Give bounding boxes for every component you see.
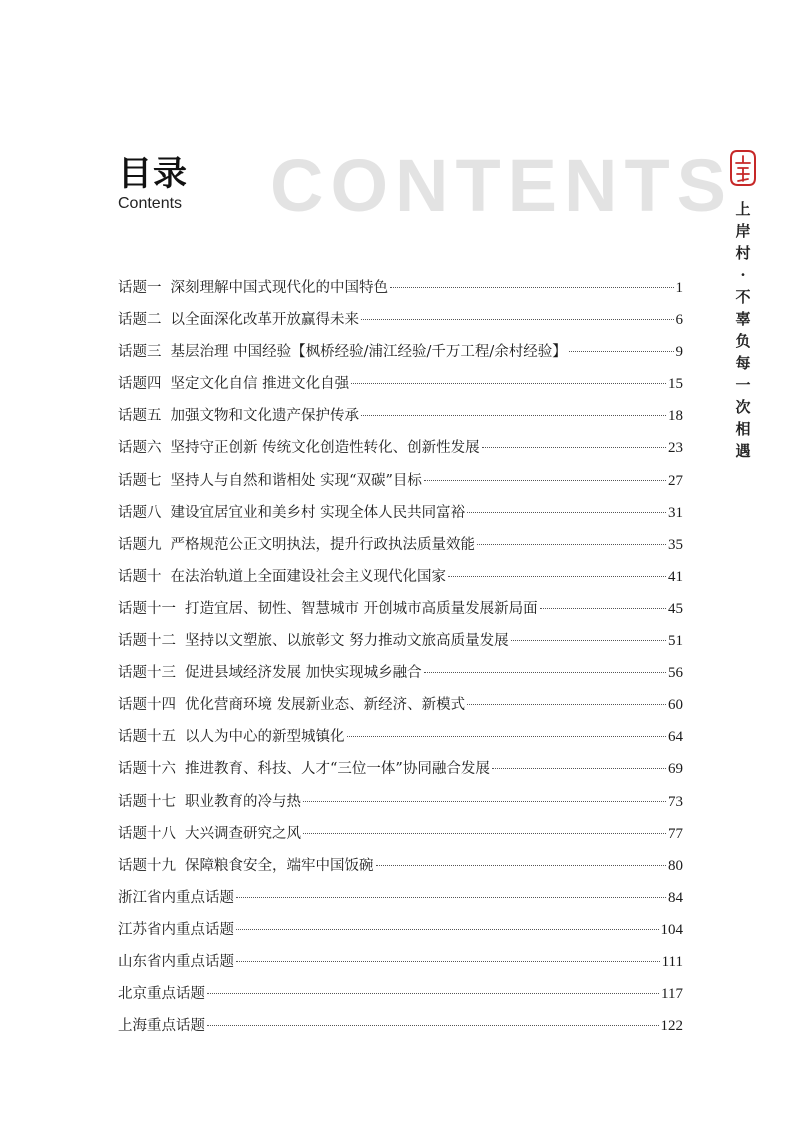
- toc-entry[interactable]: [118, 818, 683, 850]
- toc-page-number: 64: [668, 729, 683, 746]
- seal-logo: [728, 148, 758, 188]
- contents-watermark: CONTENTS: [270, 144, 733, 227]
- toc-entry[interactable]: [118, 400, 683, 432]
- toc-dot-leader: [477, 544, 666, 545]
- toc-entry[interactable]: [118, 721, 683, 753]
- toc-title: 坚持守正创新 传统文化创造性转化、创新性发展: [170, 440, 480, 457]
- toc-page-number: 122: [660, 1018, 683, 1035]
- toc-page-number: 69: [668, 761, 683, 778]
- toc-dot-leader: [569, 351, 674, 352]
- toc-page-number: 41: [668, 568, 683, 585]
- toc-entry[interactable]: [118, 1010, 683, 1042]
- toc-title: 基层治理 中国经验【枫桥经验/浦江经验/千万工程/余村经验】: [170, 344, 567, 361]
- toc-title: 北京重点话题: [118, 986, 205, 1003]
- toc-entry[interactable]: [118, 753, 683, 785]
- toc-topic-number: 话题十六: [118, 761, 176, 778]
- toc-dot-leader: [424, 672, 666, 673]
- toc-page-number: 104: [660, 921, 683, 938]
- toc-topic-number: 话题七: [118, 472, 162, 489]
- toc-page-number: 15: [668, 376, 683, 393]
- toc-title: 加强文物和文化遗产保护传承: [170, 408, 359, 425]
- toc-dot-leader: [207, 1025, 659, 1026]
- toc-dot-leader: [448, 576, 666, 577]
- toc-page-number: 18: [668, 408, 683, 425]
- toc-dot-leader: [467, 704, 666, 705]
- toc-title: 促进县域经济发展 加快实现城乡融合: [185, 665, 422, 682]
- toc-topic-number: 话题十五: [118, 729, 176, 746]
- toc-dot-leader: [361, 319, 674, 320]
- toc-page-number: 6: [675, 312, 683, 329]
- toc-dot-leader: [424, 480, 666, 481]
- toc-entry[interactable]: [118, 272, 683, 304]
- toc-page-number: 111: [661, 953, 683, 970]
- toc-entry[interactable]: [118, 882, 683, 914]
- toc-title: 以全面深化改革开放赢得未来: [170, 312, 359, 329]
- toc-dot-leader: [540, 608, 666, 609]
- toc-page-number: 23: [668, 440, 683, 457]
- toc-dot-leader: [511, 640, 666, 641]
- toc-entry[interactable]: [118, 978, 683, 1010]
- toc-entry[interactable]: [118, 689, 683, 721]
- toc-page-number: 56: [668, 665, 683, 682]
- toc-title: 深刻理解中国式现代化的中国特色: [170, 280, 388, 296]
- toc-title: 建设宜居宜业和美乡村 实现全体人民共同富裕: [170, 504, 466, 521]
- brand-slogan: 上岸村·不辜负每一次相遇: [735, 200, 751, 460]
- toc-dot-leader: [236, 961, 660, 962]
- toc-dot-leader: [361, 415, 666, 416]
- toc-page-number: 77: [668, 825, 683, 842]
- toc-title: 坚持人与自然和谐相处 实现“双碳”目标: [170, 472, 422, 489]
- toc-title: 保障粮食安全，端牢中国饭碗: [185, 857, 374, 874]
- toc-page-number: 45: [668, 600, 683, 617]
- toc-page-number: 84: [668, 889, 683, 906]
- toc-title: 优化营商环境 发展新业态、新经济、新模式: [185, 697, 466, 714]
- toc-page-number: 73: [668, 793, 683, 810]
- toc-topic-number: 话题十七: [118, 793, 176, 810]
- toc-entry[interactable]: [118, 529, 683, 561]
- toc-page-number: 35: [668, 536, 683, 553]
- toc-page-number: 9: [675, 344, 683, 361]
- toc-topic-number: 话题三: [118, 344, 162, 361]
- brand-sidebar: [726, 148, 760, 462]
- toc-topic-number: 话题十: [118, 568, 162, 585]
- toc-entry[interactable]: [118, 657, 683, 689]
- toc-dot-leader: [467, 512, 666, 513]
- toc-title: 打造宜居、韧性、智慧城市 开创城市高质量发展新局面: [185, 600, 538, 617]
- toc-page-number: 31: [668, 504, 683, 521]
- toc-topic-number: 话题十九: [118, 857, 176, 874]
- toc-title: 江苏省内重点话题: [118, 921, 234, 938]
- toc-dot-leader: [303, 801, 666, 802]
- toc-entry[interactable]: [118, 432, 683, 464]
- toc-topic-number: 话题十八: [118, 825, 176, 842]
- toc-topic-number: 话题八: [118, 504, 162, 521]
- toc-entry[interactable]: [118, 304, 683, 336]
- toc-topic-number: 话题十四: [118, 697, 176, 714]
- page-subtitle: Contents: [118, 195, 183, 212]
- toc-page-number: 117: [661, 986, 683, 1003]
- toc-topic-number: 话题五: [118, 408, 162, 425]
- toc-entry[interactable]: [118, 561, 683, 593]
- toc-title: 在法治轨道上全面建设社会主义现代化国家: [170, 568, 446, 585]
- toc-title: 以人为中心的新型城镇化: [185, 729, 345, 746]
- toc-page-number: 60: [668, 697, 683, 714]
- toc-page-number: 27: [668, 472, 683, 489]
- toc-title: 坚定文化自信 推进文化自强: [170, 376, 350, 393]
- toc-topic-number: 话题四: [118, 376, 162, 393]
- toc-title: 坚持以文塑旅、以旅彰文 努力推动文旅高质量发展: [185, 633, 509, 650]
- toc-page-number: 1: [675, 280, 683, 296]
- toc-dot-leader: [390, 287, 674, 288]
- table-of-contents: [118, 272, 683, 1042]
- toc-page-number: 80: [668, 857, 683, 874]
- toc-entry[interactable]: [118, 946, 683, 978]
- toc-title: 职业教育的冷与热: [185, 793, 301, 810]
- toc-topic-number: 话题二: [118, 312, 162, 329]
- toc-topic-number: 话题一: [118, 280, 162, 296]
- toc-entry[interactable]: [118, 593, 683, 625]
- toc-topic-number: 话题六: [118, 440, 162, 457]
- toc-dot-leader: [207, 993, 659, 994]
- toc-dot-leader: [236, 929, 659, 930]
- toc-entry[interactable]: [118, 497, 683, 529]
- toc-title: 严格规范公正文明执法，提升行政执法质量效能: [170, 536, 475, 553]
- toc-dot-leader: [347, 736, 667, 737]
- toc-dot-leader: [236, 897, 666, 898]
- toc-entry[interactable]: [118, 625, 683, 657]
- toc-dot-leader: [482, 447, 666, 448]
- toc-title: 浙江省内重点话题: [118, 889, 234, 906]
- toc-topic-number: 话题十二: [118, 633, 176, 650]
- toc-entry[interactable]: [118, 465, 683, 497]
- toc-dot-leader: [303, 833, 666, 834]
- toc-topic-number: 话题十一: [118, 600, 176, 617]
- toc-entry[interactable]: [118, 336, 683, 368]
- toc-dot-leader: [492, 768, 666, 769]
- toc-title: 上海重点话题: [118, 1018, 205, 1035]
- toc-page-number: 51: [668, 633, 683, 650]
- toc-entry[interactable]: [118, 368, 683, 400]
- toc-title: 山东省内重点话题: [118, 953, 234, 970]
- toc-entry[interactable]: [118, 914, 683, 946]
- toc-entry[interactable]: [118, 786, 683, 818]
- toc-title: 大兴调查研究之风: [185, 825, 301, 842]
- toc-entry[interactable]: [118, 850, 683, 882]
- page-title: 目录: [118, 154, 188, 194]
- toc-dot-leader: [351, 383, 666, 384]
- toc-dot-leader: [376, 865, 667, 866]
- toc-topic-number: 话题九: [118, 536, 162, 553]
- toc-title: 推进教育、科技、人才“三位一体”协同融合发展: [185, 761, 490, 778]
- toc-topic-number: 话题十三: [118, 665, 176, 682]
